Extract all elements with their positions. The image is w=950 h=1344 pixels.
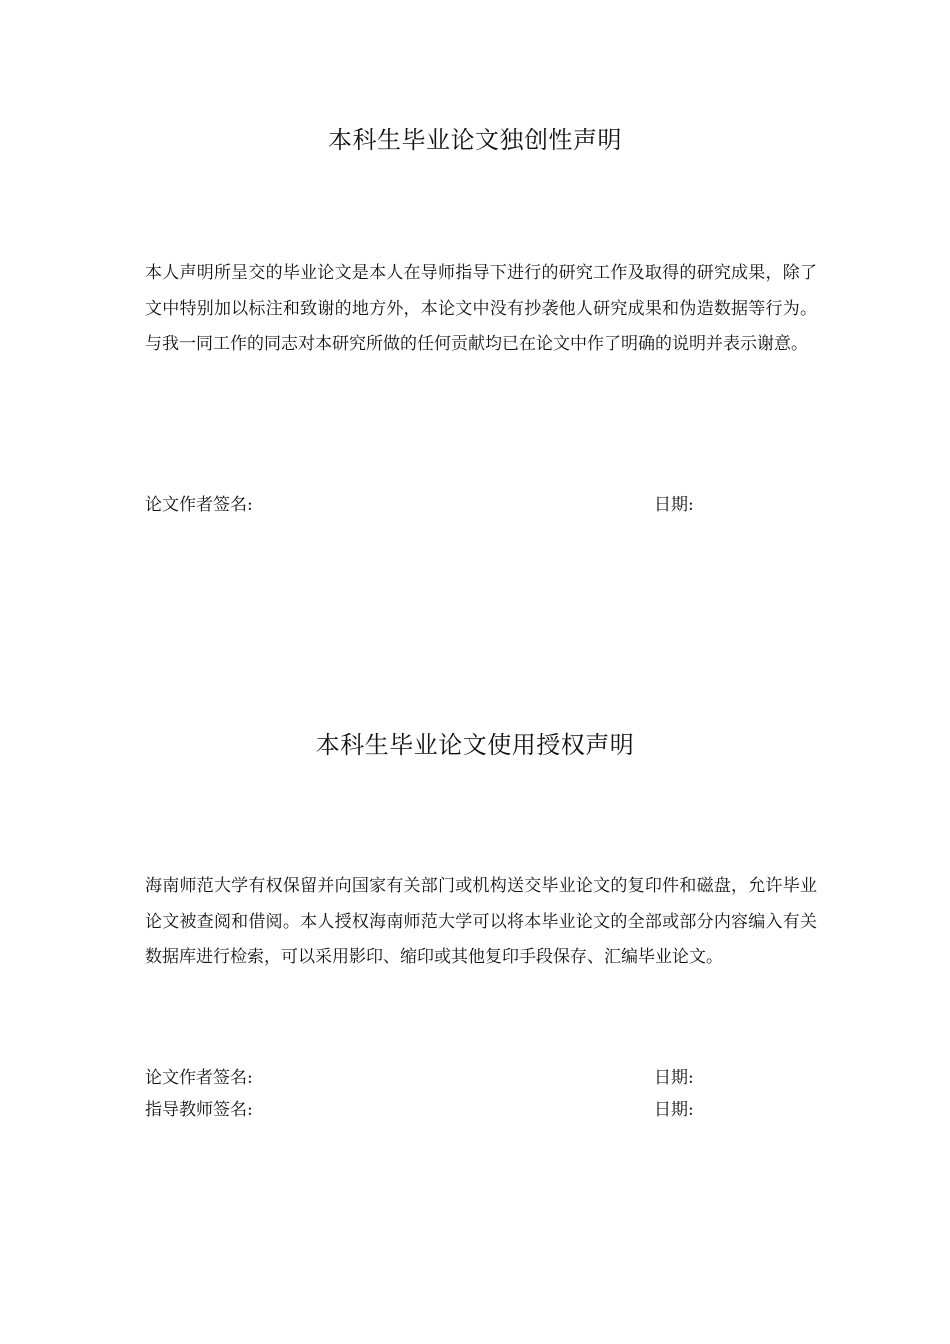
date-label: 日期: [654,1100,694,1120]
authorization-title: 本科生毕业论文使用授权声明 [315,731,635,759]
authorization-advisor-signature-row [145,1094,817,1126]
authorization-author-signature-row [145,1062,817,1094]
author-signature-label: 论文作者签名: [145,1068,253,1088]
date-label: 日期: [654,495,694,515]
originality-body: 本人声明所呈交的毕业论文是本人在导师指导下进行的研究工作及取得的研究成果，除了文中特别加以标注和致谢的地方外，本论文中没有抄袭他人研究成果和伪造数据等行为。与我一同工作的同志对本研究所做的任何贡献均已在论文中作了明确的说明并表示谢意。 [145,263,817,354]
originality-signature-row [145,489,817,521]
advisor-signature-label: 指导教师签名: [145,1100,253,1120]
originality-title: 本科生毕业论文独创性声明 [328,126,622,154]
date-label: 日期: [654,1068,694,1088]
author-signature-label: 论文作者签名: [145,495,253,515]
authorization-body: 海南师范大学有权保留并向国家有关部门或机构送交毕业论文的复印件和磁盘，允许毕业论文被查阅和借阅。本人授权海南师范大学可以将本毕业论文的全部或部分内容编入有关数据库进行检索，可以采用影印、缩印或其他复印手段保存、汇编毕业论文。 [145,876,817,967]
